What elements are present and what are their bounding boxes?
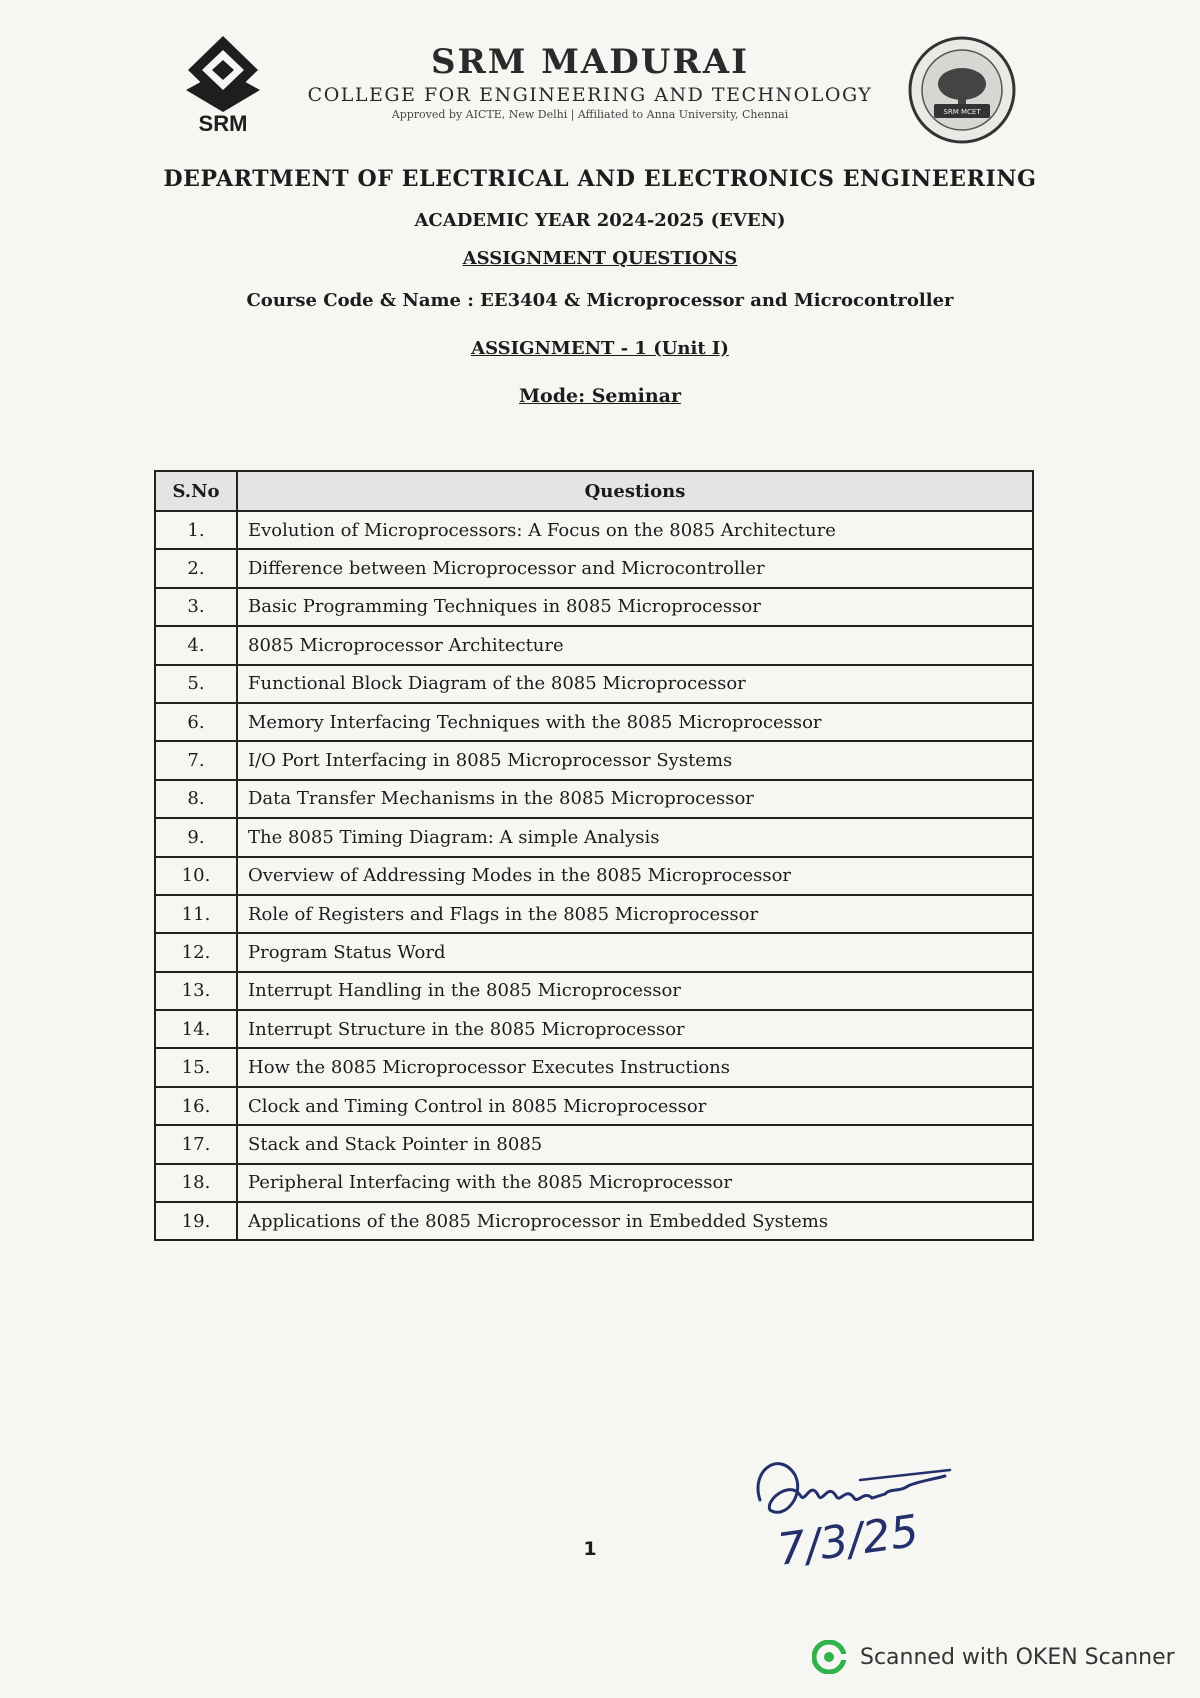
table-row <box>155 1125 1033 1163</box>
mode-line: Mode: Seminar <box>519 385 681 407</box>
table-row <box>155 895 1033 933</box>
row-sno: 4. <box>155 626 237 664</box>
scanner-label: Scanned with OKEN Scanner <box>860 1644 1175 1670</box>
row-sno: 3. <box>155 588 237 626</box>
row-question: Evolution of Microprocessors: A Focus on the 8085 Architecture <box>237 511 1033 549</box>
table-row <box>155 1010 1033 1048</box>
table-row <box>155 1164 1033 1202</box>
row-sno: 9. <box>155 818 237 856</box>
row-question: Data Transfer Mechanisms in the 8085 Microprocessor <box>237 780 1033 818</box>
row-sno: 10. <box>155 857 237 895</box>
row-question: Memory Interfacing Techniques with the 8085 Microprocessor <box>237 703 1033 741</box>
row-sno: 12. <box>155 933 237 971</box>
row-sno: 11. <box>155 895 237 933</box>
college-seal-icon <box>906 34 1018 146</box>
row-sno: 19. <box>155 1202 237 1240</box>
department-title: DEPARTMENT OF ELECTRICAL AND ELECTRONICS ENGINEERING <box>163 166 1037 192</box>
logo-text: SRM <box>198 111 248 134</box>
row-question: I/O Port Interfacing in 8085 Microprocessor Systems <box>237 741 1033 779</box>
row-question: Difference between Microprocessor and Microcontroller <box>237 549 1033 587</box>
course-line: Course Code & Name : EE3404 & Microprocessor and Microcontroller <box>246 290 954 311</box>
table-row <box>155 588 1033 626</box>
table-row <box>155 1202 1033 1240</box>
table-row <box>155 549 1033 587</box>
scanner-watermark <box>812 1640 1175 1674</box>
header-questions: Questions <box>237 471 1033 511</box>
row-question: Functional Block Diagram of the 8085 Microprocessor <box>237 665 1033 703</box>
row-question: Interrupt Structure in the 8085 Microprocessor <box>237 1010 1033 1048</box>
table-header-row <box>155 471 1033 511</box>
row-sno: 14. <box>155 1010 237 1048</box>
row-sno: 18. <box>155 1164 237 1202</box>
scanner-logo-icon <box>812 1640 846 1674</box>
table-row <box>155 857 1033 895</box>
assignment-heading: ASSIGNMENT QUESTIONS <box>462 248 738 269</box>
signature-date: 7/3/25 <box>774 1505 922 1576</box>
page-number: 1 <box>583 1538 597 1560</box>
row-question: 8085 Microprocessor Architecture <box>237 626 1033 664</box>
row-question: How the 8085 Microprocessor Executes Instructions <box>237 1048 1033 1086</box>
row-sno: 5. <box>155 665 237 703</box>
table-row <box>155 1048 1033 1086</box>
header-sno: S.No <box>155 471 237 511</box>
row-question: Role of Registers and Flags in the 8085 Microprocessor <box>237 895 1033 933</box>
academic-year: ACADEMIC YEAR 2024-2025 (EVEN) <box>414 210 786 231</box>
table-row <box>155 703 1033 741</box>
table-row <box>155 665 1033 703</box>
row-sno: 15. <box>155 1048 237 1086</box>
table-row <box>155 933 1033 971</box>
table-row <box>155 1087 1033 1125</box>
row-question: Applications of the 8085 Microprocessor in Embedded Systems <box>237 1202 1033 1240</box>
table-row <box>155 818 1033 856</box>
handwritten-signature-icon <box>740 1440 990 1590</box>
approval-line: Approved by AICTE, New Delhi | Affiliated to Anna University, Chennai <box>391 108 789 121</box>
row-question: Program Status Word <box>237 933 1033 971</box>
row-sno: 13. <box>155 972 237 1010</box>
seal-text: SRM MCET <box>943 108 981 116</box>
row-question: Peripheral Interfacing with the 8085 Microprocessor <box>237 1164 1033 1202</box>
questions-table <box>154 470 1034 1241</box>
institution-name: SRM MADURAI <box>431 42 749 82</box>
row-sno: 16. <box>155 1087 237 1125</box>
row-question: The 8085 Timing Diagram: A simple Analysis <box>237 818 1033 856</box>
table-row <box>155 626 1033 664</box>
row-sno: 7. <box>155 741 237 779</box>
row-question: Interrupt Handling in the 8085 Microprocessor <box>237 972 1033 1010</box>
row-sno: 6. <box>155 703 237 741</box>
row-question: Stack and Stack Pointer in 8085 <box>237 1125 1033 1163</box>
row-sno: 8. <box>155 780 237 818</box>
row-sno: 2. <box>155 549 237 587</box>
table-row <box>155 780 1033 818</box>
college-name: COLLEGE FOR ENGINEERING AND TECHNOLOGY <box>307 84 873 106</box>
row-sno: 1. <box>155 511 237 549</box>
table-row <box>155 972 1033 1010</box>
row-question: Clock and Timing Control in 8085 Microprocessor <box>237 1087 1033 1125</box>
row-sno: 17. <box>155 1125 237 1163</box>
table-row <box>155 741 1033 779</box>
row-question: Basic Programming Techniques in 8085 Microprocessor <box>237 588 1033 626</box>
table-row <box>155 511 1033 549</box>
srm-logo-icon <box>178 34 268 134</box>
row-question: Overview of Addressing Modes in the 8085 Microprocessor <box>237 857 1033 895</box>
assignment-unit: ASSIGNMENT - 1 (Unit I) <box>471 338 729 359</box>
